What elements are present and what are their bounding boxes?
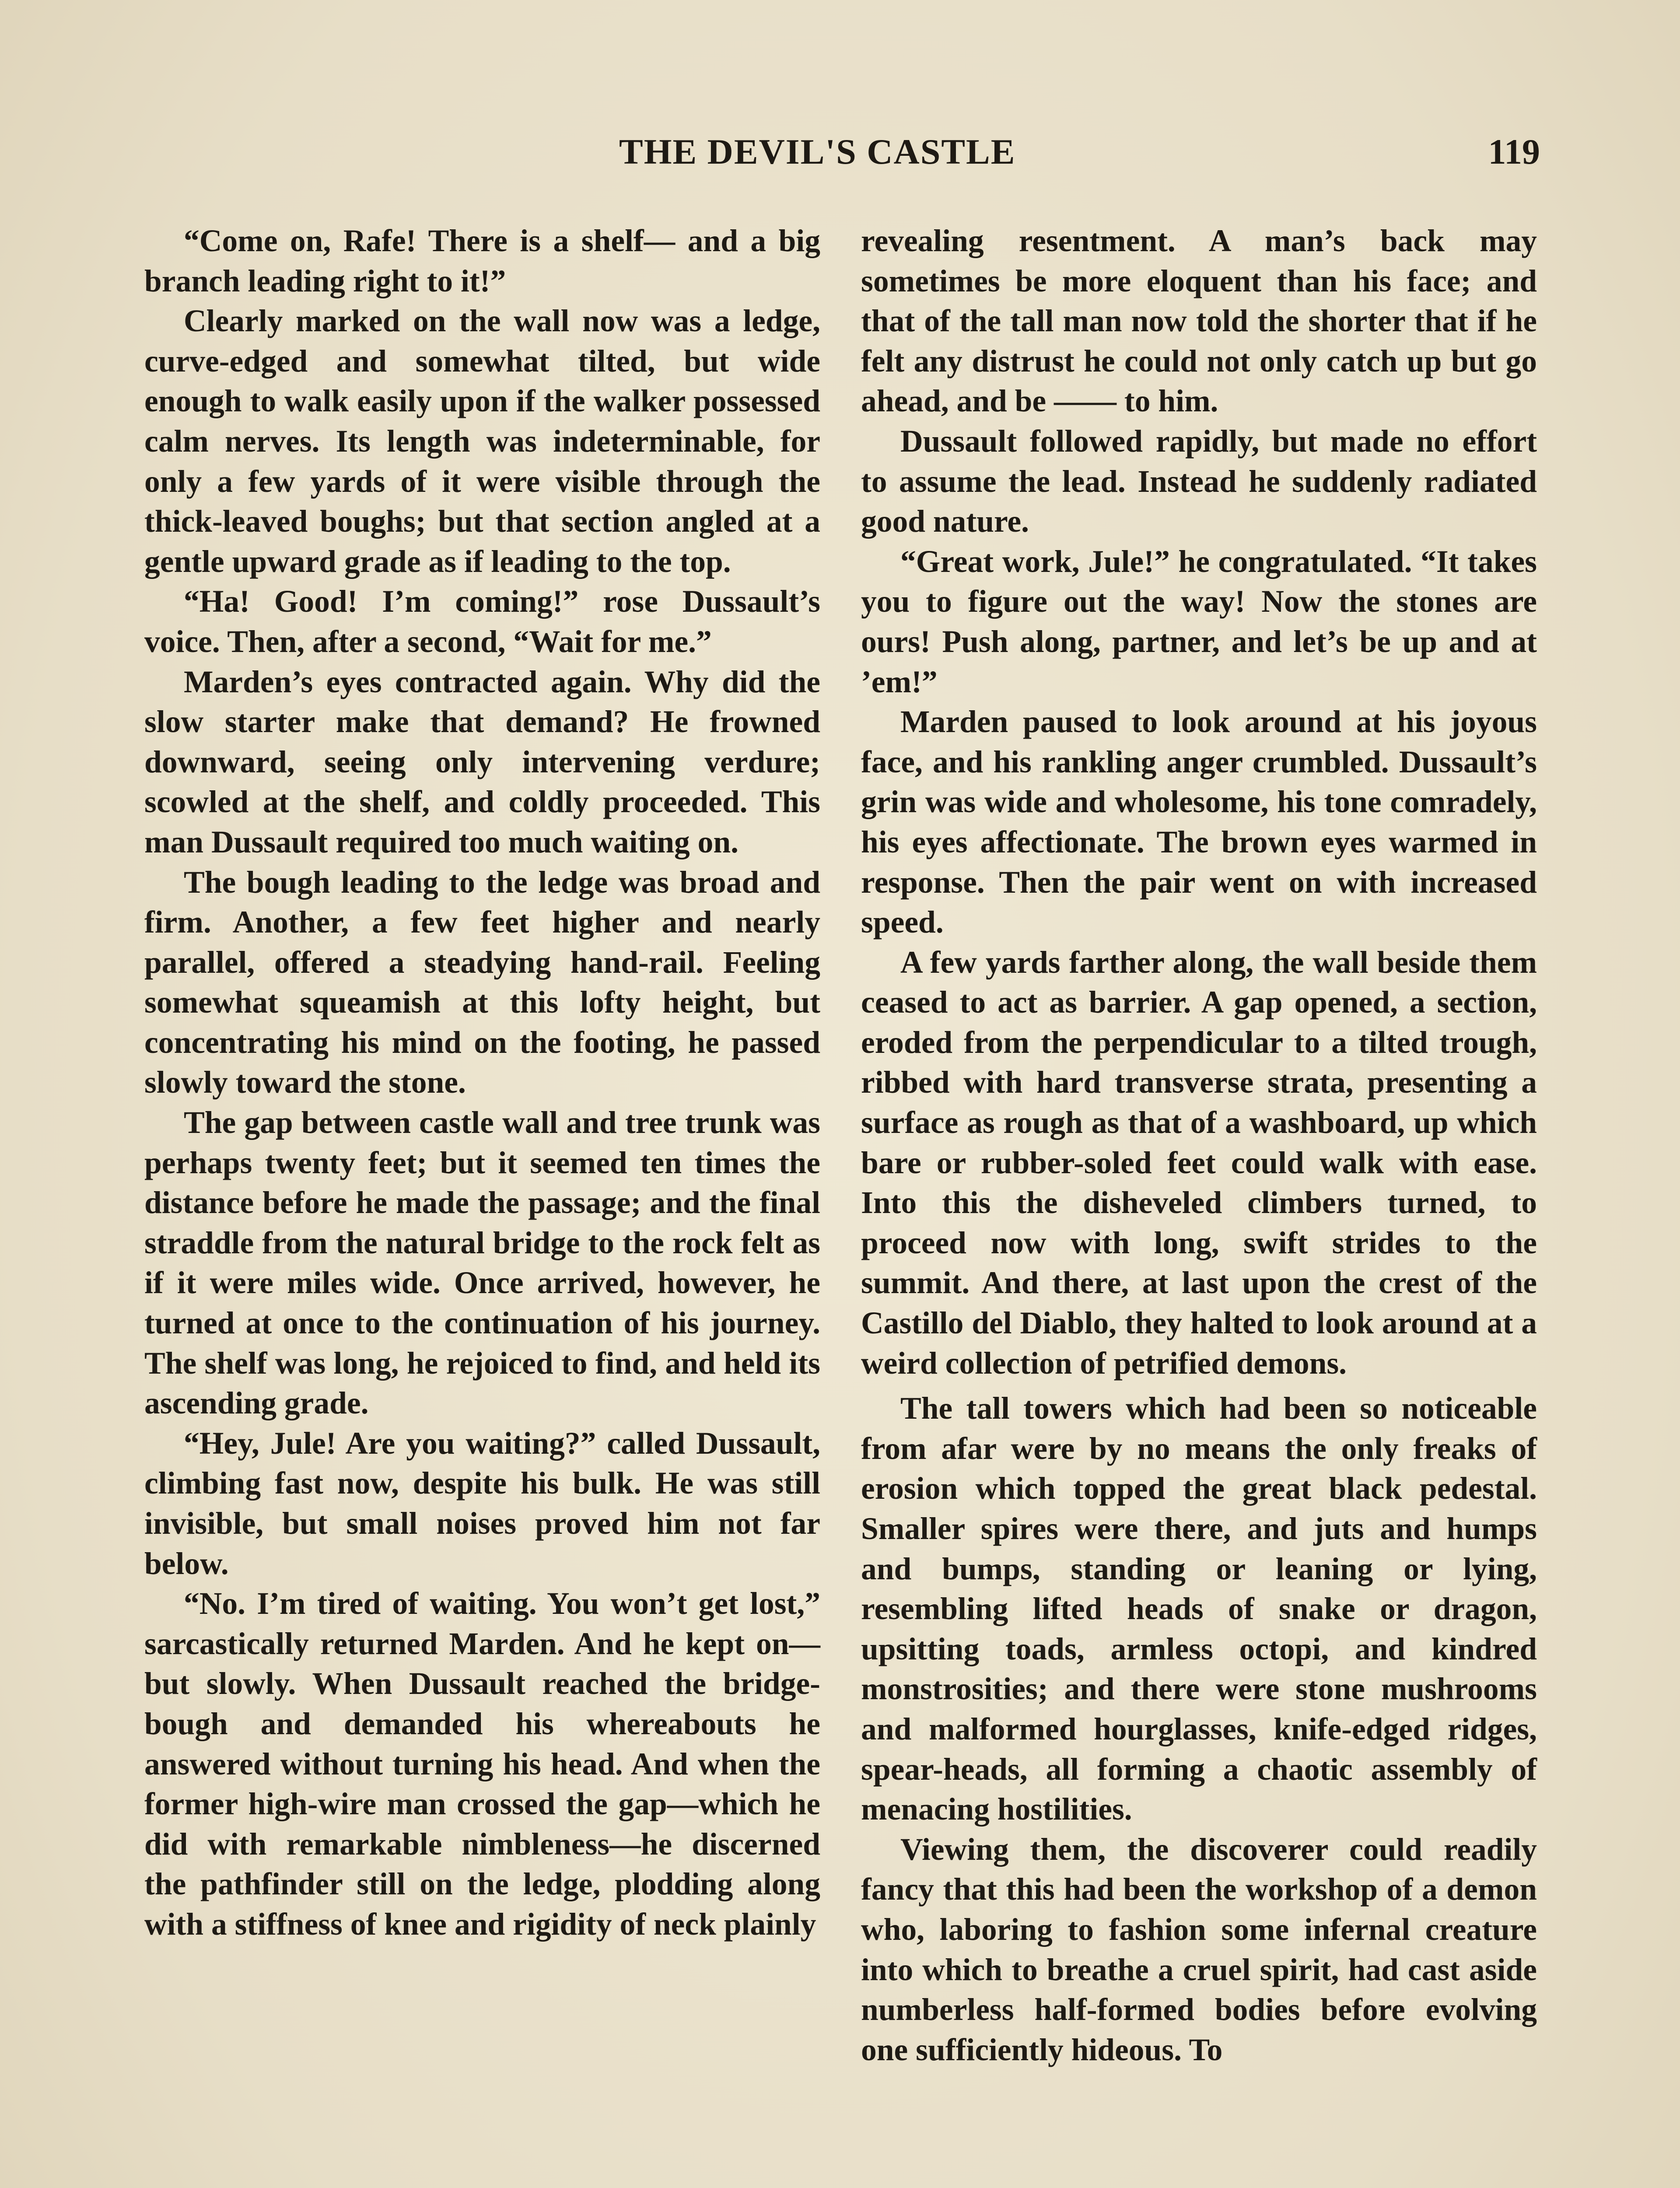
paragraph: The tall towers which had been so noticeable from afar were by no means the only freaks of erosion which topped the great black pedestal. Smaller spires were there, and juts and humps and bumps, standing or leaning or lying, resembling lifted heads of snake or dragon, upsitting toads, armless octopi, and kindred monstrosities; and there were stone mushrooms and malformed hourglasses, knife-edged ridges, spear-heads, all forming a chaotic assembly of menacing hostilities. (861, 1391, 1537, 1827)
paragraph: “Hey, Jule! Are you waiting?” called Dussault, climbing fast now, despite his bulk. He was still invisible, but small noises proved him not far below. (144, 1426, 820, 1581)
paragraph: “Come on, Rafe! There is a shelf— and a big branch leading right to it!” (144, 224, 820, 298)
paragraph: Viewing them, the discoverer could readily fancy that this had been the workshop of a demon who, laboring to fashion some infernal creature into which to breathe a cruel spirit, had cast aside numberless half-formed bodies before evolving one sufficiently hideous. To (861, 1832, 1537, 2067)
paragraph: Clearly marked on the wall now was a ledge, curve-edged and somewhat tilted, but wide enough to walk easily upon if the walker possessed calm nerves. Its length was indeterminable, for only a few yards of it were visible through the thick-leaved boughs; but that section angled at a gentle upward grade as if leading to the top. (144, 304, 820, 579)
paragraph: “Great work, Jule!” he congratulated. “It takes you to figure out the way! Now the stones are ours! Push along, partner, and let’s be up and at ’em!” (861, 544, 1537, 699)
paragraph: “No. I’m tired of waiting. You won’t get lost,” sarcastically returned Marden. And he kept on—but slowly. When Dussault reached the bridge-bough and demanded his whereabouts he answered without turning his head. And when the former high-wire man crossed the gap—which he did with remarkable nimbleness—he discerned the pathfinder still on the ledge, plodding along with a stiffness of knee and rigidity of neck plainly (144, 1586, 820, 1942)
paragraph-continued: revealing resentment. A man’s back may sometimes be more eloquent than his face; and that of the tall man now told the shorter that if he felt any distrust he could not only catch up but go ahead, and be —— to him. (861, 224, 1537, 419)
paragraph: Marden paused to look around at his joyous face, and his rankling anger crumbled. Dussault’s grin was wide and wholesome, his tone comradely, his eyes affectionate. The brown eyes warmed in response. Then the pair went on with increased speed. (861, 705, 1537, 940)
paragraph: Dussault followed rapidly, but made no effort to assume the lead. Instead he suddenly radiated good nature. (861, 424, 1537, 539)
left-column (144, 221, 820, 1945)
paragraph: A few yards farther along, the wall beside them ceased to act as barrier. A gap opened, a section, eroded from the perpendicular to a tilted trough, ribbed with hard transverse strata, presenting a surface as rough as that of a washboard, up which bare or rubber-soled feet could walk with ease. Into this the disheveled climbers turned, to proceed now with long, swift strides to the summit. And there, at last upon the crest of the Castillo del Diablo, they halted to look around at a weird collection of petrified demons. (861, 945, 1537, 1381)
paragraph: The gap between castle wall and tree trunk was perhaps twenty feet; but it seemed ten times the distance before he made the passage; and the final straddle from the natural bridge to the rock felt as if it were miles wide. Once arrived, however, he turned at once to the continuation of his journey. The shelf was long, he rejoiced to find, and held its ascending grade. (144, 1105, 820, 1421)
running-head: THE DEVIL'S CASTLE (619, 132, 1016, 172)
right-column (861, 221, 1537, 2070)
paragraph: The bough leading to the ledge was broad and firm. Another, a few feet higher and nearly parallel, offered a steadying hand-rail. Feeling somewhat squeamish at this lofty height, but concentrating his mind on the footing, he passed slowly toward the stone. (144, 865, 820, 1100)
page-number: 119 (1488, 132, 1540, 172)
paragraph: “Ha! Good! I’m coming!” rose Dussault’s voice. Then, after a second, “Wait for me.” (144, 584, 820, 659)
page-header (144, 131, 1540, 184)
paragraph: Marden’s eyes contracted again. Why did the slow starter make that demand? He frowned downward, seeing only intervening verdure; scowled at the shelf, and coldly proceeded. This man Dussault required too much waiting on. (144, 664, 820, 859)
